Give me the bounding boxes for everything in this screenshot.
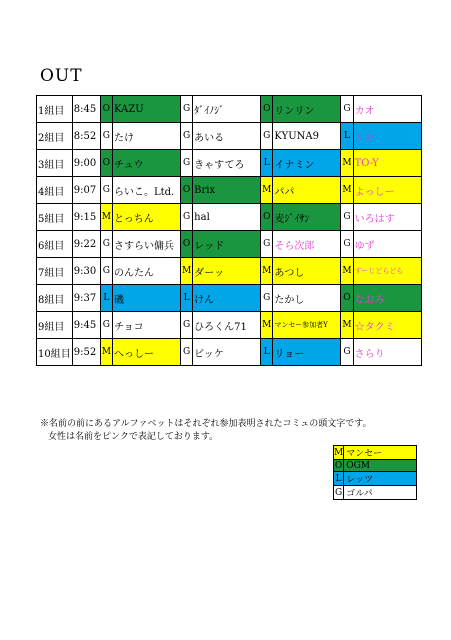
player-name: Brix	[193, 177, 261, 204]
player-name: たかし	[273, 285, 341, 312]
footnote-line-1: ※名前の前にあるアルファベットはそれぞれ参加表明されたコミュの頭文字です。	[40, 419, 372, 429]
community-letter: G	[100, 231, 112, 258]
community-letter: O	[341, 285, 353, 312]
player-name: あいる	[193, 123, 261, 150]
group-cell: 8組目	[37, 285, 73, 312]
community-letter: G	[261, 285, 273, 312]
community-letter: G	[180, 150, 192, 177]
community-letter: L	[261, 339, 273, 366]
time-cell: 8:52	[72, 123, 100, 150]
player-name: 麦ｼﾞｲｻﾝ	[273, 204, 341, 231]
community-letter: L	[100, 285, 112, 312]
player-name: リカ	[353, 123, 421, 150]
player-name: hal	[193, 204, 261, 231]
group-cell: 6組目	[37, 231, 73, 258]
player-name: きゃすてろ	[193, 150, 261, 177]
player-name: のんたん	[112, 258, 180, 285]
legend-row	[334, 486, 417, 500]
community-letter: G	[180, 96, 192, 123]
community-letter: O	[100, 96, 112, 123]
community-letter: O	[100, 150, 112, 177]
community-letter: G	[100, 258, 112, 285]
player-name: レッド	[193, 231, 261, 258]
community-letter: G	[180, 339, 192, 366]
legend-letter: G	[335, 487, 343, 498]
player-name: なおみ	[353, 285, 421, 312]
community-letter: M	[100, 339, 112, 366]
community-letter: G	[261, 231, 273, 258]
time-cell: 9:30	[72, 258, 100, 285]
legend-letter: M	[334, 447, 344, 458]
player-name: けん	[193, 285, 261, 312]
player-name: さらり	[353, 339, 421, 366]
player-name: ☆タクミ	[353, 312, 421, 339]
community-letter: O	[261, 204, 273, 231]
time-cell: 9:52	[72, 339, 100, 366]
player-name: KYUNA9	[273, 123, 341, 150]
table-row	[37, 123, 422, 150]
community-letter: M	[341, 312, 353, 339]
table-row	[37, 231, 422, 258]
page-title: OUT	[40, 66, 83, 86]
community-letter: O	[180, 231, 192, 258]
table-row	[37, 96, 422, 123]
time-cell: 9:22	[72, 231, 100, 258]
footnote	[40, 418, 372, 444]
player-name: ひろくん71	[193, 312, 261, 339]
player-name: あつし	[273, 258, 341, 285]
legend-table	[333, 445, 417, 500]
player-name: KAZU	[112, 96, 180, 123]
player-name: よっしー	[353, 177, 421, 204]
group-cell: 3組目	[37, 150, 73, 177]
time-cell: 9:07	[72, 177, 100, 204]
group-cell: 7組目	[37, 258, 73, 285]
table-row	[37, 312, 422, 339]
community-letter: G	[100, 123, 112, 150]
community-letter: G	[180, 312, 192, 339]
time-cell: 9:45	[72, 312, 100, 339]
player-name: さすらい傭兵	[112, 231, 180, 258]
player-name: TO-Y	[353, 150, 421, 177]
legend-label: マンセー	[344, 446, 417, 460]
time-cell: 9:00	[72, 150, 100, 177]
legend-row	[334, 460, 417, 472]
community-letter: M	[100, 204, 112, 231]
legend-label: ゴルパ	[344, 486, 417, 500]
community-letter: M	[180, 258, 192, 285]
community-letter: M	[341, 150, 353, 177]
player-name: そら次郎	[273, 231, 341, 258]
player-name: らいこ。Ltd.	[112, 177, 180, 204]
community-letter: G	[100, 177, 112, 204]
player-name: リンリン	[273, 96, 341, 123]
community-letter: M	[341, 258, 353, 285]
time-cell: 9:37	[72, 285, 100, 312]
legend-row	[334, 446, 417, 460]
community-letter: O	[261, 96, 273, 123]
player-name: リョー	[273, 339, 341, 366]
table-row	[37, 204, 422, 231]
player-name: ダーッ	[193, 258, 261, 285]
time-cell: 8:45	[72, 96, 100, 123]
time-cell: 9:15	[72, 204, 100, 231]
group-cell: 9組目	[37, 312, 73, 339]
player-name: ﾀﾞｲﾉｼﾞ	[193, 96, 261, 123]
community-letter: G	[180, 204, 192, 231]
community-letter: G	[341, 231, 353, 258]
player-name: とっちん	[112, 204, 180, 231]
player-name: 磯	[112, 285, 180, 312]
player-name: チョコ	[112, 312, 180, 339]
legend-letter: O	[334, 460, 343, 471]
group-cell: 2組目	[37, 123, 73, 150]
player-name: カオ	[353, 96, 421, 123]
community-letter: O	[180, 177, 192, 204]
community-letter: G	[100, 312, 112, 339]
player-name: マンセー参加者Y	[273, 312, 341, 339]
legend-label: レッツ	[344, 472, 417, 486]
table-row	[37, 285, 422, 312]
group-cell: 10組目	[37, 339, 73, 366]
community-letter: G	[341, 339, 353, 366]
player-name: いろはす	[353, 204, 421, 231]
player-name: へっしー	[112, 339, 180, 366]
community-letter: L	[180, 285, 192, 312]
group-cell: 1組目	[37, 96, 73, 123]
table-row	[37, 339, 422, 366]
group-cell: 5組目	[37, 204, 73, 231]
footnote-line-2: 女性は名前をピンクで表記しております。	[48, 432, 219, 442]
community-letter: M	[261, 312, 273, 339]
player-name: たけ	[112, 123, 180, 150]
community-letter: L	[261, 150, 273, 177]
community-letter: L	[341, 123, 353, 150]
community-letter: M	[341, 177, 353, 204]
group-cell: 4組目	[37, 177, 73, 204]
community-letter: G	[180, 123, 192, 150]
legend-row	[334, 472, 417, 486]
table-row	[37, 177, 422, 204]
community-letter: M	[261, 258, 273, 285]
player-name: ゆず	[353, 231, 421, 258]
community-letter: G	[341, 96, 353, 123]
player-name: すーじどらどら	[353, 258, 421, 285]
player-name: チュウ	[112, 150, 180, 177]
table-row	[37, 258, 422, 285]
community-letter: M	[261, 177, 273, 204]
community-letter: G	[261, 123, 273, 150]
community-letter: G	[341, 204, 353, 231]
player-name: パパ	[273, 177, 341, 204]
legend-letter: L	[334, 472, 344, 486]
tee-time-table	[36, 95, 422, 366]
legend-label: OGM	[344, 460, 417, 472]
player-name: ビッケ	[193, 339, 261, 366]
table-row	[37, 150, 422, 177]
player-name: イナミン	[273, 150, 341, 177]
